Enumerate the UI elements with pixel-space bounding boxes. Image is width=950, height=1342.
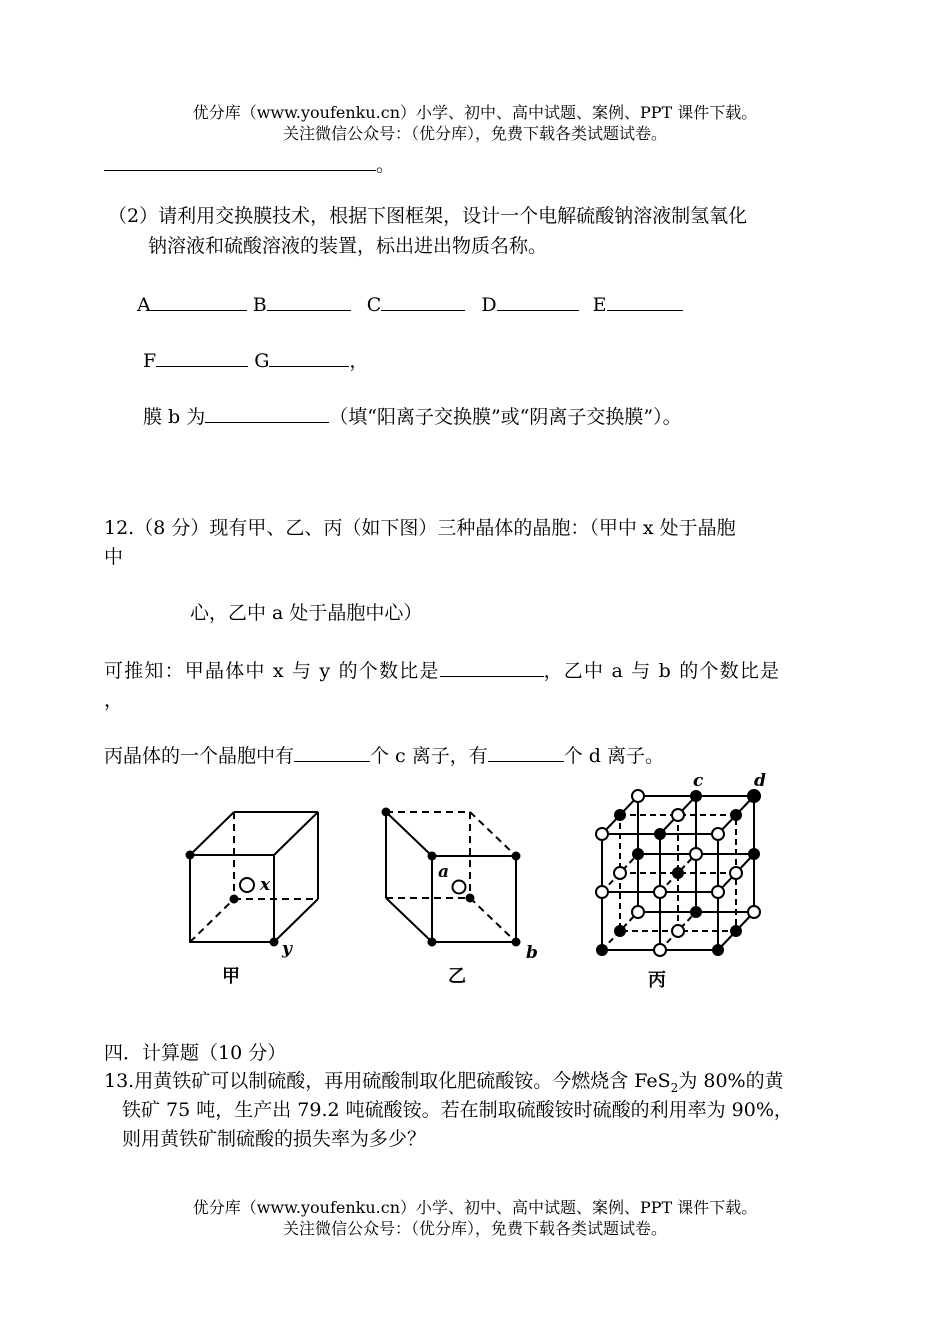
q12-line3-a: 可推知：甲晶体中 x 与 y 的个数比是 — [104, 660, 440, 682]
page-header-line2: 关注微信公众号：（优分库），免费下载各类试题试卷。 — [282, 124, 667, 143]
page-footer-line2: 关注微信公众号：（优分库），免费下载各类试题试卷。 — [282, 1219, 667, 1238]
comma: ， — [349, 350, 369, 372]
page-header-line1: 优分库（www.youfenku.cn）小学、初中、高中试题、案例、PPT 课件下载。 — [192, 103, 758, 122]
cell-bing-atoms — [596, 790, 760, 956]
page-footer-line1: 优分库（www.youfenku.cn）小学、初中、高中试题、案例、PPT 课件下载。 — [192, 1198, 758, 1217]
q11-part2-line1: （2）请利用交换膜技术，根据下图框架，设计一个电解硫酸钠溶液制氢氧化 — [108, 205, 748, 227]
blank-a[interactable] — [151, 290, 247, 311]
q13-subscript: 2 — [670, 1080, 679, 1095]
previous-answer-line — [104, 150, 395, 179]
label-d: d — [754, 771, 766, 791]
q12-line4-a: 丙晶体的一个晶胞中有 — [104, 745, 295, 767]
cell-yi — [386, 812, 516, 942]
membrane-prefix: 膜 b 为 — [143, 406, 206, 428]
crystal-diagrams — [170, 770, 790, 990]
blank-membrane[interactable] — [205, 402, 329, 423]
blank-xy-ratio[interactable] — [440, 656, 544, 677]
q12-line1: 12.（8 分）现有甲、乙、丙（如下图）三种晶体的晶胞：（甲中 x 处于晶胞 — [104, 517, 736, 539]
label-e: E — [592, 294, 607, 316]
section4-title: 四．计算题（10 分） — [104, 1042, 287, 1064]
blank-g[interactable] — [269, 346, 349, 367]
q13-line3: 则用黄铁矿制硫酸的损失率为多少？ — [122, 1128, 427, 1150]
blank-d-count[interactable] — [488, 741, 564, 762]
q12-line1b: 中 — [104, 546, 124, 568]
q12-line3-b: ，乙中 a 与 b 的个数比是 — [543, 660, 781, 682]
blank-b[interactable] — [267, 290, 351, 311]
answer-blank[interactable] — [104, 150, 376, 171]
label-b: B — [252, 294, 267, 316]
q13-line1-text: 13.用黄铁矿可以制硫酸，再用硫酸制取化肥硫酸铵。今燃烧含 FeS — [104, 1070, 671, 1092]
blank-f[interactable] — [156, 346, 248, 367]
label-b-atom: b — [526, 943, 538, 963]
caption-bing: 丙 — [648, 970, 666, 991]
q11-blanks-row2 — [143, 346, 368, 375]
label-x: x — [260, 875, 271, 895]
label-a: A — [137, 294, 151, 316]
q13-line1-end: 为 80%的黄 — [678, 1070, 784, 1092]
blank-d[interactable] — [497, 290, 579, 311]
crystal-figures — [170, 770, 790, 994]
q12-line4 — [104, 741, 664, 770]
label-c: c — [693, 771, 704, 791]
label-f: F — [143, 350, 157, 372]
label-y: y — [282, 939, 292, 959]
blank-c[interactable] — [381, 290, 465, 311]
label-a: a — [438, 862, 450, 882]
label-d: D — [481, 294, 497, 316]
q12-line4-c: 个 d 离子。 — [563, 745, 664, 767]
blank-e[interactable] — [607, 290, 683, 311]
q12-line2: 心，乙中 a 处于晶胞中心） — [190, 602, 423, 624]
q11-blanks-row1 — [137, 290, 683, 319]
membrane-question — [143, 402, 682, 431]
blank-c-count[interactable] — [294, 741, 370, 762]
period: 。 — [376, 154, 396, 176]
cell-jia — [190, 812, 318, 942]
caption-jia: 甲 — [222, 966, 240, 987]
q12-line3-c: ， — [104, 689, 124, 711]
membrane-suffix: （填“阳离子交换膜”或“阴离子交换膜”）。 — [329, 406, 682, 428]
q12-line4-b: 个 c 离子，有 — [370, 745, 488, 767]
label-g: G — [254, 350, 270, 372]
caption-yi: 乙 — [448, 966, 466, 987]
q13-line2: 铁矿 75 吨，生产出 79.2 吨硫酸铵。若在制取硫酸铵时硫酸的利用率为 90%， — [122, 1099, 793, 1121]
label-c: C — [366, 294, 382, 316]
q11-part2-line2: 钠溶液和硫酸溶液的装置，标出进出物质名称。 — [148, 235, 548, 257]
q12-line3 — [104, 656, 780, 685]
